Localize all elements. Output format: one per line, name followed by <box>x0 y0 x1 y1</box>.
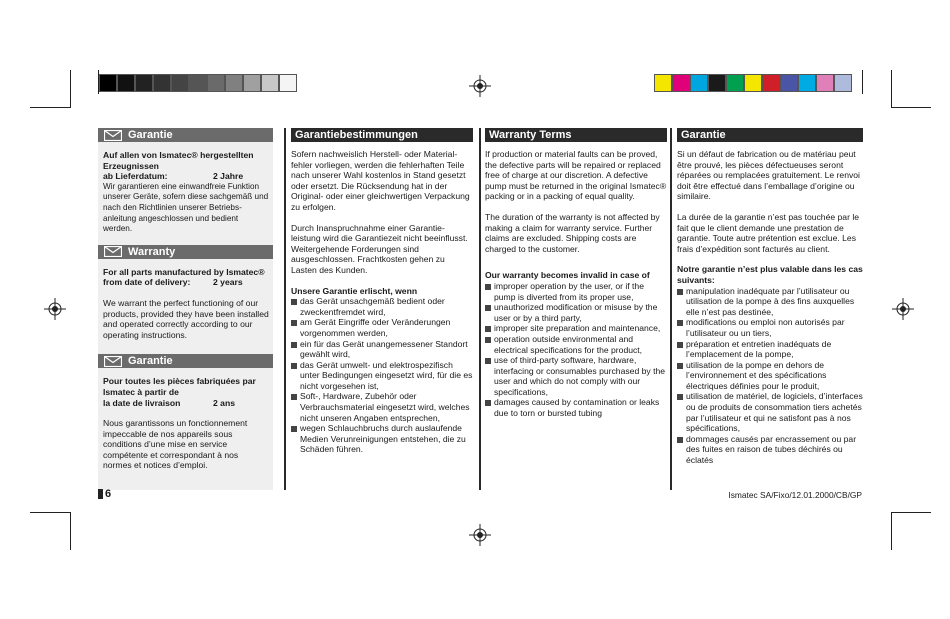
column-divider <box>479 128 481 490</box>
envelope-icon <box>104 246 122 257</box>
paragraph: La durée de la garantie n’est pas touchée par le fait que le client demande une prestation de garantie. Toute autre prétention est exclue. Les frais d’expédition sont facturés au client. <box>677 211 860 254</box>
list-item: das Gerät umwelt- und elektrospezifisch unter Bedingungen eingesetzt wird, für die es nicht vorgesehen ist, <box>291 360 473 392</box>
color-swatch <box>780 74 798 92</box>
list-heading: Unsere Garantie erlischt, wenn <box>291 285 418 296</box>
scope-text: For all parts manufactured by Ismatec® <box>103 266 265 277</box>
period-label: ab Lieferdatum: <box>103 171 168 182</box>
section-heading: Garantiebestimmungen <box>291 128 473 142</box>
list-item: das Gerät unsachgemäß bedient oder zweckentfremdet wird, <box>291 296 473 317</box>
color-swatch <box>798 74 816 92</box>
grayscale-calibration-bar <box>99 74 297 92</box>
crop-mark <box>862 70 863 94</box>
section-heading <box>98 128 273 142</box>
paragraph: Sofern nachweislich Herstell- oder Material-fehler vorliegen, werden die fehlerhaften Teile nach unserer Wahl kostenlos in Stand gesetzt oder ersetzt. Die Rücksendung hat in der Original- oder einer gleichwertigen Verpackung zu erfolgen. <box>291 149 470 212</box>
list-item: modifications ou emploi non autorisés par l’utilisateur ou un tiers, <box>677 317 863 338</box>
color-swatch <box>654 74 672 92</box>
scope-text: Auf allen von Ismatec® hergestellten Erzeugnissen <box>103 150 254 171</box>
column-divider <box>284 128 286 490</box>
page-marker <box>98 489 103 499</box>
list-item: utilisation de matériel, de logiciels, d’interfaces ou de produits de consommation tiers achetés par l’utilisateur et qui ne satisfont pas à nos spécifications, <box>677 391 863 433</box>
list-item: préparation et entretien inadéquats de l’emplacement de la pompe, <box>677 339 863 360</box>
body-text: Nous garantissons un fonctionnement impeccable de nos appareils sous conditions d’une mise en service compétente et correspondant à nos normes et notices d’emploi. <box>103 418 248 471</box>
crop-mark <box>891 70 892 108</box>
list-heading: Our warranty becomes invalid in case of <box>485 270 650 281</box>
list-item: ein für das Gerät unangemessener Standort gewählt wird, <box>291 339 473 360</box>
color-swatch <box>834 74 852 92</box>
envelope-icon <box>104 356 122 367</box>
paragraph: The duration of the warranty is not affected by making a claim for warranty service. Further claims are excluded. Shipping costs are charged to the customer. <box>485 211 660 254</box>
list-item: operation outside environmental and electrical specifications for the product, <box>485 334 667 355</box>
period-label: from date of delivery: <box>103 277 191 288</box>
list-item: unauthorized modification or misuse by the user or by a third party, <box>485 302 667 323</box>
color-swatch <box>135 74 153 92</box>
section-title: Garantie <box>128 355 173 368</box>
crop-mark <box>30 107 70 108</box>
color-swatch <box>261 74 279 92</box>
color-swatch <box>279 74 297 92</box>
crop-mark <box>891 107 931 108</box>
period-value: 2 ans <box>213 397 235 408</box>
color-swatch <box>225 74 243 92</box>
list-item: am Gerät Eingriffe oder Veränderungen vorgenommen werden, <box>291 317 473 338</box>
list-item: utilisation de la pompe en dehors de l’environnement et des spécifications électriques définies pour le produit, <box>677 360 863 392</box>
paragraph: Si un défaut de fabrication ou de matériau peut être prouvé, les pièces défectueuses seront réparées ou remplacées gratuitement. Le renvoi doit être effectué dans l’emballage d’origine ou similaire. <box>677 149 860 202</box>
crop-mark <box>70 70 71 108</box>
side-column <box>98 128 273 471</box>
paragraph: Durch Inanspruchnahme einer Garantie-leistung wird die Garantiezeit nicht beeinflusst. Weitergehende Forderungen sind ausgeschlossen. Frachtkosten gehen zu Lasten des Kunden. <box>291 222 468 275</box>
list-item: manipulation inadéquate par l’utilisateur ou utilisation de la pompe à des fins auxquelles elle n’est pas destinée, <box>677 286 863 318</box>
color-swatch <box>207 74 225 92</box>
color-swatch <box>117 74 135 92</box>
color-swatch <box>672 74 690 92</box>
conditions-list <box>291 296 473 455</box>
color-calibration-bar <box>654 74 852 92</box>
body-text: Wir garantieren eine einwandfreie Funktion unserer Geräte, sofern diese sachgemäß und nach den Richtlinien unserer Betriebs-anleitung angeschlossen und bedient werden. <box>103 181 269 234</box>
list-item: dommages causés par encrassement ou par des fuites en raison de tubes déchirés ou éclatés <box>677 434 863 466</box>
section-title: Garantie <box>128 129 173 141</box>
list-item: use of third-party software, hardware, interfacing or consumables purchased by the user and which do not comply with our specifications, <box>485 355 667 397</box>
footer-reference: Ismatec SA/Fixo/12.01.2000/CB/GP <box>728 490 862 500</box>
scope-text: Pour toutes les pièces fabriquées par Ismatec à partir de <box>103 376 256 397</box>
crop-mark <box>70 512 71 550</box>
period-value: 2 years <box>213 277 243 288</box>
list-item: damages caused by contamination or leaks due to torn or bursted tubing <box>485 397 667 418</box>
color-swatch <box>243 74 261 92</box>
section-heading <box>98 354 273 368</box>
envelope-icon <box>104 130 122 141</box>
crop-mark <box>30 512 70 513</box>
color-swatch <box>171 74 189 92</box>
registration-mark-icon <box>44 298 66 320</box>
color-swatch <box>189 74 207 92</box>
crop-mark <box>891 512 931 513</box>
color-swatch <box>153 74 171 92</box>
list-heading: Notre garantie n’est plus valable dans les cas suivants: <box>677 264 863 285</box>
period-label: la date de livraison <box>103 397 181 408</box>
list-item: Soft-, Hardware, Zubehör oder Verbrauchsmaterial eingesetzt wird, welches nicht unseren Angaben entsprechen, <box>291 391 473 423</box>
page-number: 6 <box>105 488 112 500</box>
conditions-list <box>485 281 667 419</box>
registration-mark-icon <box>892 298 914 320</box>
list-item: wegen Schlauchbruchs durch auslaufende Medien Verunreinigungen entstehen, die zu Schäden führen. <box>291 423 473 455</box>
list-item: improper operation by the user, or if the pump is diverted from its proper use, <box>485 281 667 302</box>
column-english <box>485 128 667 419</box>
body-text: We warrant the perfect functioning of our products, provided they have been installed and operated correctly according to our operating instructions. <box>103 297 269 340</box>
color-swatch <box>708 74 726 92</box>
registration-mark-icon <box>469 524 491 546</box>
conditions-list <box>677 286 863 466</box>
paragraph: If production or material faults can be proved, the defective parts will be repaired or replaced free of charge at our discretion. A defective pump must be returned in the original Ismatec® packing or in a packing of equal quality. <box>485 149 667 202</box>
column-french <box>677 128 863 466</box>
registration-mark-icon <box>469 75 491 97</box>
color-swatch <box>99 74 117 92</box>
section-heading <box>98 245 273 259</box>
column-divider <box>670 128 672 490</box>
section-heading: Garantie <box>677 128 863 142</box>
period-value: 2 Jahre <box>213 171 244 182</box>
section-heading: Warranty Terms <box>485 128 667 142</box>
list-item: improper site preparation and maintenance, <box>485 323 667 334</box>
color-swatch <box>726 74 744 92</box>
crop-mark <box>891 512 892 550</box>
color-swatch <box>762 74 780 92</box>
column-german <box>291 128 473 455</box>
color-swatch <box>690 74 708 92</box>
color-swatch <box>744 74 762 92</box>
color-swatch <box>816 74 834 92</box>
section-title: Warranty <box>128 245 176 258</box>
